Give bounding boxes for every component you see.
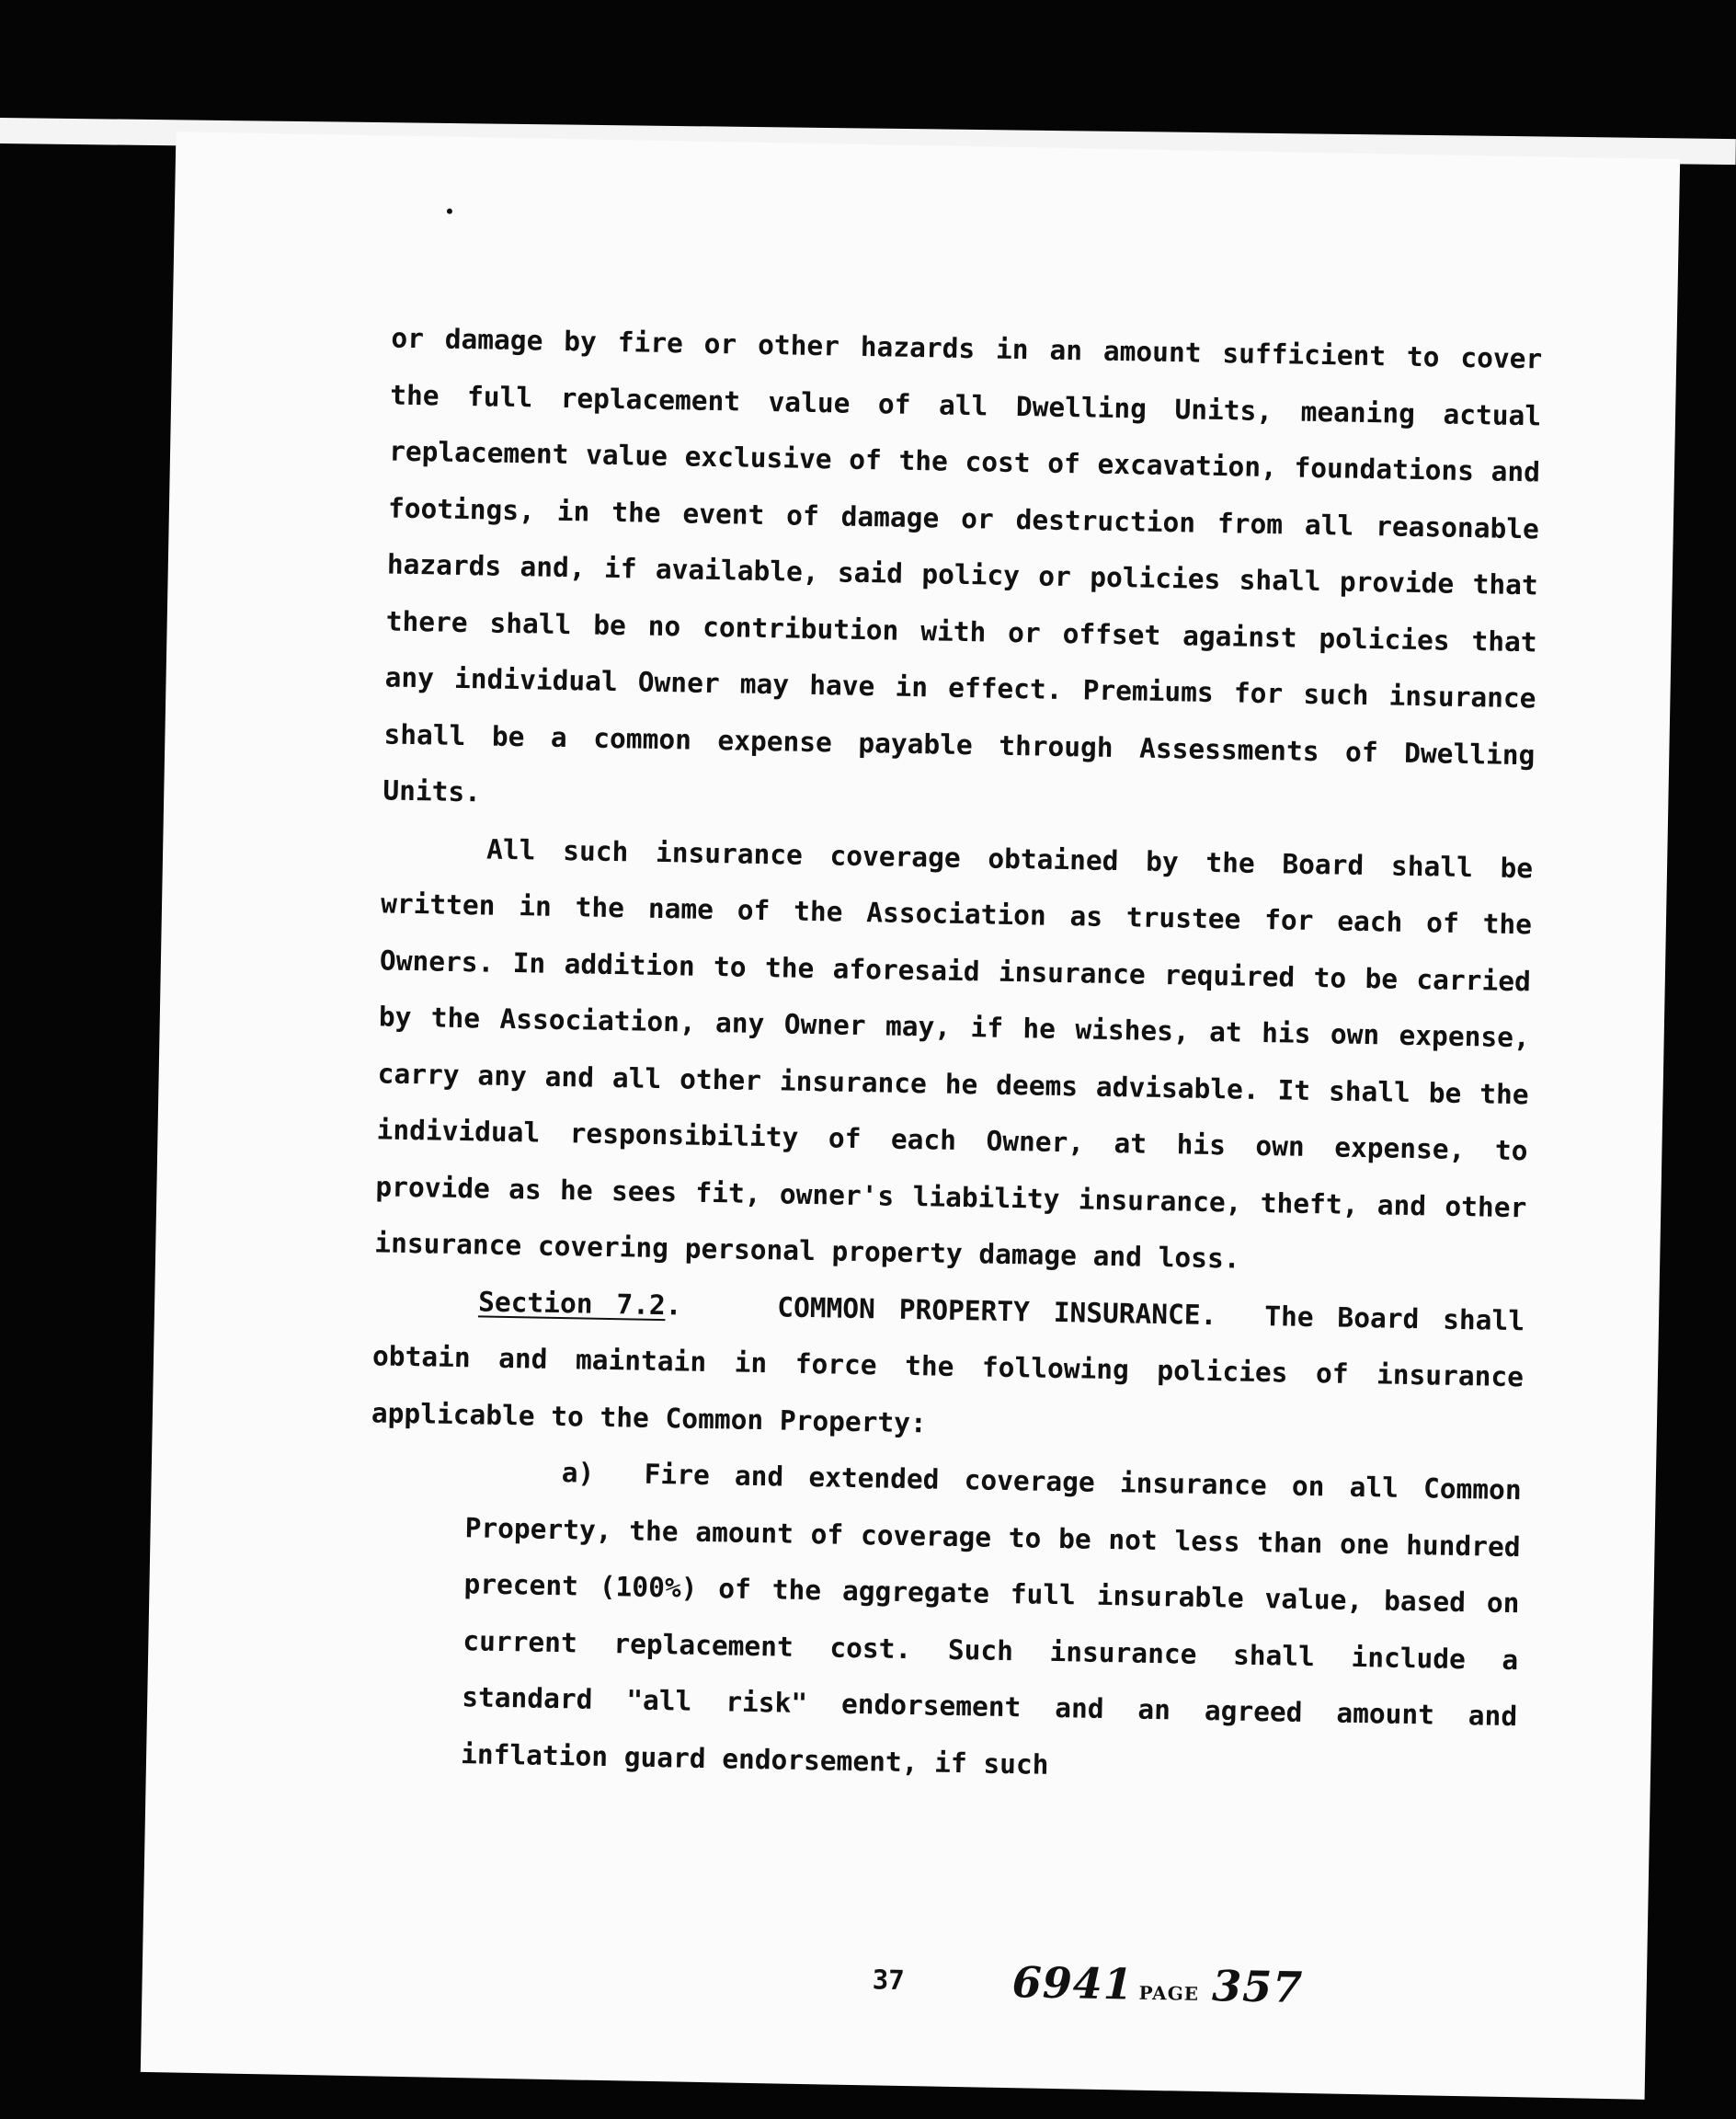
document-page — [141, 132, 1680, 2100]
section-7-2-paragraph — [371, 1272, 1525, 1462]
page-number: 37 — [872, 1964, 906, 1997]
section-body: The Board shall obtain and maintain in force the following policies of insurance applicable to the Common Property: — [371, 1300, 1525, 1438]
list-item-a-label: a) — [561, 1457, 595, 1489]
book-page-stamp — [1011, 1957, 1303, 2012]
page-footer — [142, 1941, 1647, 2024]
page-label: PAGE — [1138, 1981, 1200, 2005]
section-title: COMMON PROPERTY INSURANCE. — [776, 1290, 1217, 1331]
paragraph-insurance-coverage: or damage by fire or other hazards in an amount sufficient to cover the full replacement value of all Dwelling Units, meaning actual replacement value exclusive of the cost of excavation, foundations and footings, in the event of damage or destruction from all reasonable hazards and, if available, said policy or policies shall provide that there shall be no contribution with or offset against policies that any individual Owner may have in effect. Premiums for such insurance shall be a common expense payable through Assessments of Dwelling Units. — [383, 322, 1543, 808]
section-heading-period: . — [665, 1289, 682, 1321]
recording-page-number: 357 — [1211, 1961, 1304, 2012]
speck-mark — [447, 209, 452, 214]
book-number: 6941 — [1011, 1957, 1135, 2010]
paragraph-association-trustee: All such insurance coverage obtained by the Board shall be written in the name of the Association as trustee for each of the Owners. In addition to the aforesaid insurance required to be carried by the Association, any Owner may, if he wishes, at his own expense, carry any and all other insurance he deems advisable. It shall be the individual responsibility of each Owner, at his own expense, to provide as he sees fit, owner's liability insurance, theft, and other insurance covering personal property damage and loss. — [374, 833, 1534, 1275]
list-item-a-text: Fire and extended coverage insurance on all Common Property, the amount of coverage to be not less than one hundred precent (100%) of the aggregate full insurable value, based on current replacement cost. Such insurance shall include a standard "all risk" endorsement and an agreed amount and inflation guard endorsement, if such — [460, 1458, 1522, 1781]
list-item-a — [461, 1443, 1523, 1802]
document-body — [365, 311, 1543, 1803]
section-heading: Section 7.2 — [477, 1285, 667, 1321]
